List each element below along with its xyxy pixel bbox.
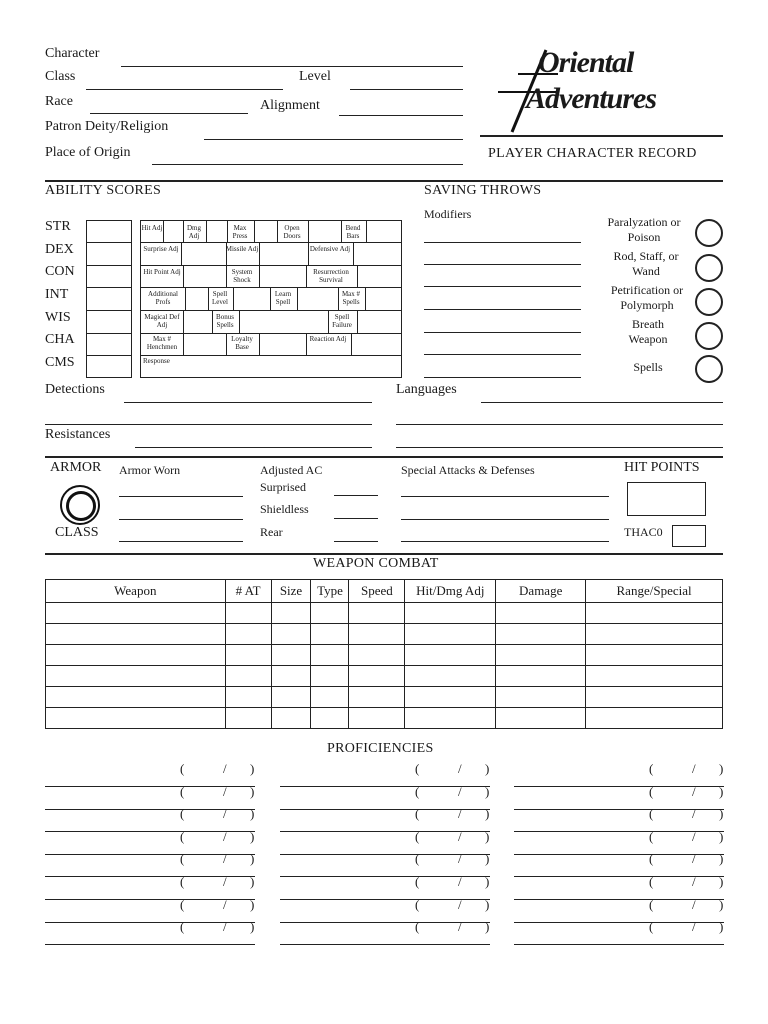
open-paren: (	[180, 896, 185, 912]
alignment-field[interactable]	[339, 115, 463, 116]
proficiency-line	[45, 944, 255, 945]
slash: /	[458, 874, 462, 889]
save-rod-circle[interactable]	[695, 254, 723, 282]
slash: /	[692, 851, 696, 867]
weapon-cell[interactable]	[225, 708, 271, 729]
weapon-cell[interactable]	[586, 687, 723, 708]
str-dmg-adj: Dmg Adj	[187, 224, 201, 240]
weapon-cell[interactable]	[46, 708, 226, 729]
slash: /	[692, 896, 696, 912]
surprised-label: Surprised	[260, 480, 306, 494]
thac0-label: THAC0	[624, 525, 663, 539]
str-hit-adj: Hit Adj	[141, 224, 163, 232]
open-paren: (	[180, 806, 185, 822]
modifier-line[interactable]	[424, 309, 581, 310]
int-additional-profs: Additional Profs	[148, 290, 178, 306]
surprised-field[interactable]	[334, 495, 378, 496]
cha-loyalty-base: Loyalty Base	[231, 335, 253, 351]
armor-worn-field[interactable]	[119, 496, 243, 497]
weapon-cell[interactable]	[311, 624, 349, 645]
slash: /	[223, 874, 227, 889]
thac0-box[interactable]	[672, 525, 706, 547]
close-paren: )	[719, 896, 724, 912]
ability-scores-title: ABILITY SCORES	[45, 183, 162, 198]
close-paren: )	[250, 896, 255, 912]
close-paren: )	[485, 896, 490, 912]
grid-divider	[140, 355, 401, 356]
cha-label: CHA	[45, 332, 75, 347]
weapon-combat-table	[45, 579, 723, 729]
level-field[interactable]	[350, 89, 463, 90]
resistances-field[interactable]	[135, 447, 372, 448]
close-paren: )	[250, 874, 255, 889]
str-open-doors: Open Doors	[283, 224, 301, 240]
wis-bonus-spells: Bonus Spells	[216, 313, 234, 329]
patron-deity-label: Patron Deity/Religion	[45, 119, 169, 134]
open-paren: (	[415, 851, 420, 867]
logo-line2: Adventures	[526, 82, 657, 115]
slash: /	[223, 806, 227, 822]
col-type: Type	[311, 580, 349, 603]
weapon-cell[interactable]	[271, 708, 311, 729]
col-range-special: Range/Special	[586, 580, 723, 603]
close-paren: )	[485, 828, 490, 844]
dex-missile-adj: Missile Adj	[225, 245, 259, 253]
slash: /	[692, 919, 696, 935]
modifiers-label: Modifiers	[424, 207, 472, 221]
int-max-spells: Max # Spells	[341, 290, 361, 306]
slash: /	[692, 806, 696, 822]
armor-label: ARMOR	[50, 460, 102, 475]
class-label-ac: CLASS	[55, 525, 99, 540]
shieldless-label: Shieldless	[260, 502, 309, 516]
weapon-cell[interactable]	[311, 687, 349, 708]
weapon-cell[interactable]	[496, 687, 586, 708]
open-paren: (	[180, 761, 185, 776]
save-petrification-circle[interactable]	[695, 288, 723, 316]
close-paren: )	[485, 806, 490, 822]
con-resurrection-survival: Resurrection Survival	[313, 268, 349, 284]
place-of-origin-label: Place of Origin	[45, 145, 131, 160]
close-paren: )	[250, 806, 255, 822]
weapon-cell[interactable]	[496, 624, 586, 645]
proficiency-slot[interactable]	[514, 919, 724, 945]
save-paralyzation-circle[interactable]	[695, 219, 723, 247]
close-paren: )	[250, 919, 255, 935]
open-paren: (	[649, 851, 654, 867]
armor-worn-field-2[interactable]	[119, 519, 243, 520]
save-breath-label: Breath Weapon	[628, 317, 668, 346]
cms-response: Response	[143, 357, 170, 365]
weapon-cell[interactable]	[225, 645, 271, 666]
cha-max-henchmen: Max # Henchmen	[146, 335, 178, 351]
weapon-cell[interactable]	[225, 666, 271, 687]
open-paren: (	[649, 806, 654, 822]
close-paren: )	[485, 761, 490, 776]
open-paren: (	[415, 874, 420, 889]
weapon-cell[interactable]	[311, 603, 349, 624]
modifier-line[interactable]	[424, 286, 581, 287]
weapon-cell[interactable]	[271, 624, 311, 645]
close-paren: )	[719, 806, 724, 822]
weapon-cell[interactable]	[46, 603, 226, 624]
int-learn-spell: Learn Spell	[274, 290, 292, 306]
weapon-cell[interactable]	[349, 708, 405, 729]
hit-points-box[interactable]	[627, 482, 706, 516]
close-paren: )	[485, 783, 490, 799]
open-paren: (	[180, 874, 185, 889]
slash: /	[458, 919, 462, 935]
proficiency-slot[interactable]	[280, 919, 490, 945]
modifier-line[interactable]	[424, 377, 581, 378]
open-paren: (	[415, 828, 420, 844]
proficiency-line	[514, 944, 724, 945]
slash: /	[223, 828, 227, 844]
con-hit-point-adj: Hit Point Adj	[143, 268, 181, 276]
slash: /	[223, 761, 227, 776]
col-damage: Damage	[496, 580, 586, 603]
cha-reaction-adj: Reaction Adj	[309, 335, 347, 343]
weapon-cell[interactable]	[271, 666, 311, 687]
patron-deity-field[interactable]	[204, 139, 463, 140]
alignment-label: Alignment	[260, 98, 320, 113]
weapon-cell[interactable]	[311, 645, 349, 666]
proficiencies-title: PROFICIENCIES	[327, 741, 434, 756]
record-title: PLAYER CHARACTER RECORD	[488, 146, 697, 161]
slash: /	[223, 851, 227, 867]
col-at: # AT	[225, 580, 271, 603]
score-divider	[86, 287, 131, 288]
weapon-cell[interactable]	[496, 645, 586, 666]
slash: /	[458, 828, 462, 844]
proficiency-line	[280, 944, 490, 945]
weapon-header-row	[46, 580, 723, 603]
weapon-cell[interactable]	[405, 666, 496, 687]
slash: /	[692, 761, 696, 776]
weapon-cell[interactable]	[586, 603, 723, 624]
modifier-line[interactable]	[424, 242, 581, 243]
score-divider	[86, 310, 131, 311]
score-divider	[86, 355, 131, 356]
close-paren: )	[719, 851, 724, 867]
close-paren: )	[250, 783, 255, 799]
dex-surprise-adj: Surprise Adj	[143, 245, 179, 253]
weapon-cell[interactable]	[586, 708, 723, 729]
open-paren: (	[415, 919, 420, 935]
weapon-row	[46, 687, 723, 708]
weapon-cell[interactable]	[271, 603, 311, 624]
open-paren: (	[180, 783, 185, 799]
open-paren: (	[649, 874, 654, 889]
score-divider	[86, 242, 131, 243]
resistances-label: Resistances	[45, 427, 111, 442]
close-paren: )	[719, 874, 724, 889]
close-paren: )	[250, 828, 255, 844]
level-label: Level	[299, 69, 331, 84]
modifier-line[interactable]	[424, 354, 581, 355]
weapon-combat-title: WEAPON COMBAT	[313, 556, 439, 571]
weapon-cell[interactable]	[586, 666, 723, 687]
armor-class-circle[interactable]	[60, 485, 100, 525]
str-max-press: Max Press	[232, 224, 248, 240]
close-paren: )	[485, 874, 490, 889]
weapon-cell[interactable]	[46, 666, 226, 687]
languages-label: Languages	[396, 382, 457, 397]
str-label: STR	[45, 219, 71, 234]
slash: /	[458, 761, 462, 776]
modifier-line[interactable]	[424, 332, 581, 333]
special-field-2[interactable]	[401, 519, 609, 520]
wis-spell-failure: Spell Failure	[332, 313, 352, 329]
weapon-cell[interactable]	[405, 624, 496, 645]
weapon-cell[interactable]	[586, 645, 723, 666]
weapon-cell[interactable]	[46, 687, 226, 708]
open-paren: (	[180, 851, 185, 867]
modifier-line[interactable]	[424, 264, 581, 265]
col-speed: Speed	[349, 580, 405, 603]
save-petrification-label: Petrification or Polymorph	[610, 283, 684, 312]
section-divider	[45, 180, 723, 182]
weapon-cell[interactable]	[496, 708, 586, 729]
save-breath-circle[interactable]	[695, 322, 723, 350]
saving-throws-title: SAVING THROWS	[424, 183, 542, 198]
weapon-cell[interactable]	[311, 708, 349, 729]
close-paren: )	[719, 828, 724, 844]
dex-defensive-adj: Defensive Adj	[309, 245, 351, 253]
col-hit-dmg-adj: Hit/Dmg Adj	[405, 580, 496, 603]
languages-field[interactable]	[481, 402, 723, 403]
save-paralyzation-label: Paralyzation or Poison	[607, 215, 681, 244]
int-label: INT	[45, 287, 69, 302]
weapon-row	[46, 666, 723, 687]
armor-worn-label: Armor Worn	[119, 463, 181, 477]
open-paren: (	[180, 919, 185, 935]
logo-divider	[480, 135, 723, 137]
int-spell-level: Spell Level	[212, 290, 228, 306]
weapon-cell[interactable]	[225, 624, 271, 645]
languages-field-3[interactable]	[396, 447, 723, 448]
languages-field-2[interactable]	[396, 424, 723, 425]
weapon-cell[interactable]	[405, 603, 496, 624]
adjusted-ac-label: Adjusted AC	[260, 463, 323, 477]
weapon-row	[46, 708, 723, 729]
con-system-shock: System Shock	[231, 268, 253, 284]
weapon-cell[interactable]	[349, 624, 405, 645]
open-paren: (	[415, 896, 420, 912]
wis-magical-def-adj: Magical Def Adj	[144, 313, 180, 329]
slash: /	[458, 896, 462, 912]
weapon-cell[interactable]	[496, 666, 586, 687]
detections-label: Detections	[45, 382, 105, 397]
weapon-cell[interactable]	[271, 645, 311, 666]
character-field[interactable]	[121, 66, 463, 67]
wis-label: WIS	[45, 310, 71, 325]
open-paren: (	[415, 806, 420, 822]
close-paren: )	[485, 851, 490, 867]
slash: /	[458, 806, 462, 822]
weapon-cell[interactable]	[405, 708, 496, 729]
open-paren: (	[180, 828, 185, 844]
slash: /	[223, 919, 227, 935]
race-field[interactable]	[90, 113, 248, 114]
open-paren: (	[649, 828, 654, 844]
logo-line1: Oriental	[538, 46, 634, 79]
score-divider	[86, 265, 131, 266]
weapon-cell[interactable]	[225, 687, 271, 708]
race-label: Race	[45, 94, 73, 109]
weapon-cell[interactable]	[271, 687, 311, 708]
close-paren: )	[250, 761, 255, 776]
weapon-cell[interactable]	[586, 624, 723, 645]
weapon-row	[46, 603, 723, 624]
special-attacks-label: Special Attacks & Defenses	[401, 463, 535, 477]
slash: /	[458, 851, 462, 867]
str-bend-bars: Bend Bars	[345, 224, 361, 240]
armor-worn-field-3[interactable]	[119, 541, 243, 542]
open-paren: (	[415, 761, 420, 776]
section-divider	[45, 456, 723, 458]
slash: /	[692, 874, 696, 889]
character-label: Character	[45, 46, 100, 61]
col-size: Size	[271, 580, 311, 603]
save-spells-circle[interactable]	[695, 355, 723, 383]
dex-label: DEX	[45, 242, 74, 257]
slash: /	[223, 896, 227, 912]
weapon-cell[interactable]	[311, 666, 349, 687]
weapon-cell[interactable]	[349, 645, 405, 666]
weapon-cell[interactable]	[225, 603, 271, 624]
weapon-cell[interactable]	[405, 687, 496, 708]
con-label: CON	[45, 264, 75, 279]
place-of-origin-field[interactable]	[152, 164, 463, 165]
cms-label: CMS	[45, 355, 75, 370]
save-rod-label: Rod, Staff, or Wand	[613, 249, 679, 278]
slash: /	[458, 783, 462, 799]
close-paren: )	[719, 783, 724, 799]
special-field[interactable]	[401, 496, 609, 497]
proficiency-slot[interactable]	[45, 919, 255, 945]
weapon-cell[interactable]	[46, 624, 226, 645]
detections-field-2[interactable]	[45, 424, 372, 425]
weapon-cell[interactable]	[349, 666, 405, 687]
open-paren: (	[649, 783, 654, 799]
weapon-cell[interactable]	[349, 603, 405, 624]
close-paren: )	[719, 919, 724, 935]
class-label: Class	[45, 69, 76, 84]
close-paren: )	[485, 919, 490, 935]
weapon-cell[interactable]	[496, 603, 586, 624]
shieldless-field[interactable]	[334, 518, 378, 519]
oriental-adventures-logo	[498, 44, 718, 134]
open-paren: (	[649, 919, 654, 935]
special-field-3[interactable]	[401, 541, 609, 542]
weapon-row	[46, 645, 723, 666]
section-divider	[45, 553, 723, 555]
weapon-cell[interactable]	[405, 645, 496, 666]
rear-label: Rear	[260, 525, 283, 539]
open-paren: (	[649, 896, 654, 912]
score-divider	[86, 333, 131, 334]
save-spells-label: Spells	[633, 360, 663, 374]
col-weapon: Weapon	[46, 580, 226, 603]
close-paren: )	[719, 761, 724, 776]
hit-points-label: HIT POINTS	[624, 460, 700, 475]
weapon-row	[46, 624, 723, 645]
weapon-cell[interactable]	[46, 645, 226, 666]
open-paren: (	[415, 783, 420, 799]
slash: /	[692, 828, 696, 844]
open-paren: (	[649, 761, 654, 776]
rear-field[interactable]	[334, 541, 378, 542]
class-field[interactable]	[86, 89, 283, 90]
detections-field[interactable]	[124, 402, 372, 403]
slash: /	[223, 783, 227, 799]
close-paren: )	[250, 851, 255, 867]
slash: /	[692, 783, 696, 799]
weapon-cell[interactable]	[349, 687, 405, 708]
